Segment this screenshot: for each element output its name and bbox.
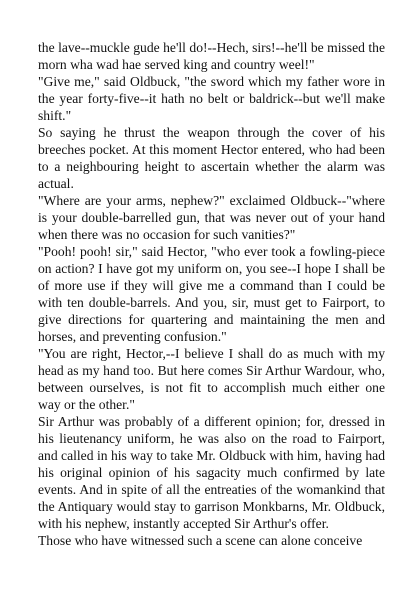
paragraph: "Pooh! pooh! sir," said Hector, "who ever took a fowling-piece on action? I have got my uniform on, you see--I hope I shall be of more use if they will give me a command than I could be with ten double-barrels. And you, sir, must get to Fairport, to give directions for quartering and maintaining the men and horses, and preventing confusion." [38, 244, 385, 344]
paragraph: "You are right, Hector,--I believe I shall do as much with my head as my hand too. But here comes Sir Arthur Wardour, who, between ourselves, is not fit to accomplish much either one way or the other." [38, 346, 385, 412]
paragraph: the lave--muckle gude he'll do!--Hech, sirs!--he'll be missed the morn wha wad hae served king and country weel!" [38, 40, 385, 72]
paragraph: "Where are your arms, nephew?" exclaimed Oldbuck--"where is your double-barrelled gun, that was never out of your hand when there was no occasion for such vanities?" [38, 193, 385, 242]
paragraph: "Give me," said Oldbuck, "the sword which my father wore in the year forty-five--it hath no belt or baldrick--but we'll make shift." [38, 74, 385, 123]
paragraph: Sir Arthur was probably of a different opinion; for, dressed in his lieutenancy uniform, he was also on the road to Fairport, and called in his way to take Mr. Oldbuck with him, having had his original opinion of his sagacity much confirmed by late events. And in spite of all the entreaties of the womankind that the Antiquary would stay to garrison Monkbarns, Mr. Oldbuck, with his nephew, instantly accepted Sir Arthur's offer. [38, 414, 385, 531]
paragraph: Those who have witnessed such a scene can alone conceive [38, 533, 363, 548]
paragraph: So saying he thrust the weapon through the cover of his breeches pocket. At this moment Hector entered, who had been to a neighbouring height to ascertain whether the alarm was actual. [38, 125, 385, 191]
body-text [38, 39, 385, 549]
